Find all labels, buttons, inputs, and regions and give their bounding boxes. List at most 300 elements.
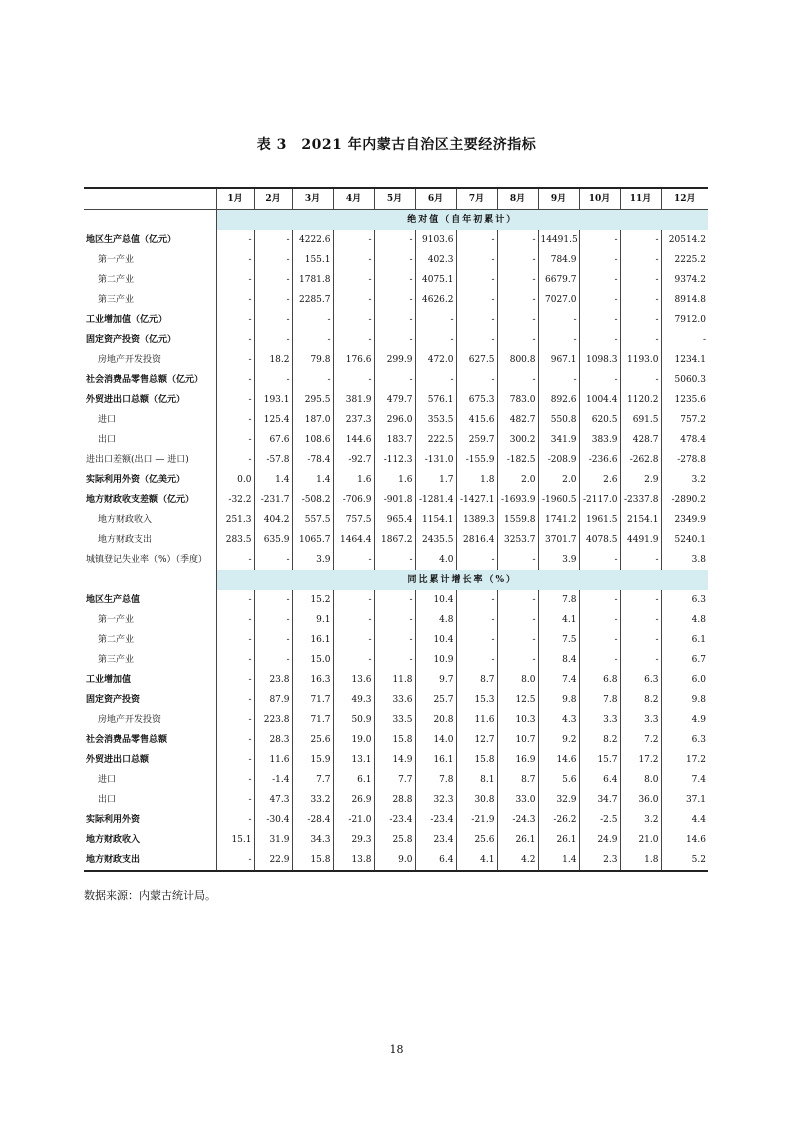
table-cell: 7.7 [292,770,333,790]
table-cell: 635.9 [254,530,292,550]
table-cell: 20.8 [415,710,456,730]
table-cell: 784.9 [538,250,579,270]
table-cell: 7.8 [538,590,579,610]
header-cell-month: 2月 [254,188,292,210]
table-cell: - [333,230,374,250]
header-cell-month: 7月 [456,188,497,210]
economic-indicators-table [84,187,708,872]
table-cell: - [456,370,497,390]
table-cell: -2890.2 [661,490,708,510]
table-cell: - [216,630,254,650]
table-cell: 34.7 [579,790,620,810]
table-cell: 296.0 [374,410,415,430]
table-cell: - [374,370,415,390]
table-cell: 14.0 [415,730,456,750]
table-row [84,590,708,610]
table-cell: - [216,770,254,790]
table-cell: 10.4 [415,590,456,610]
row-label: 进口 [98,775,117,785]
table-cell: 2435.5 [415,530,456,550]
table-cell: 4.4 [661,810,708,830]
table-cell: 7.2 [620,730,661,750]
table-row [84,530,708,550]
table-cell: 8.2 [620,690,661,710]
table-row [84,470,708,490]
table-cell: 6.4 [579,770,620,790]
table-cell: 1120.2 [620,390,661,410]
header-cell-month: 10月 [579,188,620,210]
table-cell: 15.8 [292,850,333,871]
table-cell: 4075.1 [415,270,456,290]
table-cell: 2285.7 [292,290,333,310]
table-cell: - [620,650,661,670]
table-cell: 4491.9 [620,530,661,550]
table-cell: 482.7 [497,410,538,430]
table-cell: 16.3 [292,670,333,690]
table-cell: 36.0 [620,790,661,810]
table-cell: 25.6 [456,830,497,850]
table-cell: 1.4 [292,470,333,490]
row-label: 城镇登记失业率（%）（季度） [86,555,208,565]
section-heading-row [84,210,708,231]
table-cell: 33.5 [374,710,415,730]
table-cell: - [333,610,374,630]
table-cell: 627.5 [456,350,497,370]
table-cell: 2225.2 [661,250,708,270]
row-label: 第三产业 [98,295,135,305]
table-cell: - [216,450,254,470]
table-cell: 4222.6 [292,230,333,250]
table-row [84,410,708,430]
table-cell: 14.9 [374,750,415,770]
table-cell: - [216,250,254,270]
table-cell: 34.3 [292,830,333,850]
table-row [84,370,708,390]
row-label: 社会消费品零售总额 [86,735,168,745]
table-cell: 7.4 [661,770,708,790]
row-label: 进口 [98,415,117,425]
table-cell: 16.1 [415,750,456,770]
section-heading: 绝对值（自年初累计） [216,210,708,231]
table-cell: -508.2 [292,490,333,510]
table-cell: 2.6 [579,470,620,490]
data-source-note: 数据来源：内蒙古统计局。 [84,889,216,902]
table-cell: - [538,330,579,350]
row-label: 进出口差额(出口 — 进口) [86,455,189,465]
table-cell: - [579,550,620,570]
table-cell: -57.8 [254,450,292,470]
table-cell: - [538,310,579,330]
table-cell: - [620,590,661,610]
table-cell: - [579,630,620,650]
table-cell: 183.7 [374,430,415,450]
page-number: 18 [389,1043,404,1056]
table-cell: 9.8 [661,690,708,710]
table-cell: 381.9 [333,390,374,410]
table-cell: 30.8 [456,790,497,810]
table-cell: - [620,330,661,350]
table-cell: 223.8 [254,710,292,730]
table-cell: 2.0 [538,470,579,490]
table-cell: 6.1 [333,770,374,790]
table-cell: 187.0 [292,410,333,430]
table-cell: - [497,310,538,330]
table-cell: - [579,230,620,250]
table-cell: 6.1 [661,630,708,650]
table-cell: 557.5 [292,510,333,530]
header-cell-indicator [84,188,216,210]
table-cell: - [456,230,497,250]
header-cell-month: 8月 [497,188,538,210]
table-cell: 24.9 [579,830,620,850]
table-cell: 472.0 [415,350,456,370]
table-cell: - [497,230,538,250]
row-label: 地区生产总值（亿元） [86,235,177,245]
table-cell: 10.3 [497,710,538,730]
table-cell: 16.1 [292,630,333,650]
table-cell: 2.3 [579,850,620,871]
table-cell: - [216,710,254,730]
table-cell: - [216,550,254,570]
table-cell: 783.0 [497,390,538,410]
table-cell: 4078.5 [579,530,620,550]
table-cell: - [333,650,374,670]
table-cell: - [456,550,497,570]
table-cell: 1781.8 [292,270,333,290]
table-cell: 14.6 [661,830,708,850]
table-cell: 4.8 [661,610,708,630]
table-cell: 965.4 [374,510,415,530]
table-cell: -131.0 [415,450,456,470]
table-cell: - [415,310,456,330]
table-cell: 1.6 [374,470,415,490]
table-cell: -231.7 [254,490,292,510]
table-cell: 15.8 [456,750,497,770]
table-cell: 16.9 [497,750,538,770]
table-cell: - [374,590,415,610]
table-cell: - [254,590,292,610]
table-cell: - [333,330,374,350]
table-cell: - [333,310,374,330]
table-row [84,250,708,270]
table-cell: -1.4 [254,770,292,790]
table-cell: - [216,590,254,610]
table-cell: 29.3 [333,830,374,850]
table-cell: - [497,330,538,350]
table-cell: 1.8 [456,470,497,490]
table-cell: 2349.9 [661,510,708,530]
table-cell: 155.1 [292,250,333,270]
table-cell: 125.4 [254,410,292,430]
table-cell: - [579,650,620,670]
table-cell: -1427.1 [456,490,497,510]
table-cell: -30.4 [254,810,292,830]
table-cell: 32.3 [415,790,456,810]
table-row [84,690,708,710]
table-cell: 3.9 [538,550,579,570]
table-cell: - [333,250,374,270]
row-label: 第一产业 [98,615,135,625]
table-cell: - [216,750,254,770]
table-cell: 13.8 [333,850,374,871]
table-cell: 31.9 [254,830,292,850]
section-heading-row [84,570,708,590]
table-cell: 15.3 [456,690,497,710]
table-cell: -21.0 [333,810,374,830]
table-cell: 2816.4 [456,530,497,550]
table-cell: 1.7 [415,470,456,490]
table-cell: 967.1 [538,350,579,370]
table-cell: 237.3 [333,410,374,430]
section-heading-spacer [84,210,216,231]
table-cell: 4.0 [415,550,456,570]
table-cell: 3.2 [620,810,661,830]
table-cell: - [333,590,374,610]
table-cell: - [497,550,538,570]
table-cell: 11.6 [456,710,497,730]
table-cell: 300.2 [497,430,538,450]
table-cell: 4.3 [538,710,579,730]
table-cell: - [292,310,333,330]
table-row [84,830,708,850]
table-cell: - [579,330,620,350]
row-label: 实际利用外资 [86,815,141,825]
table-row [84,630,708,650]
table-cell: 1464.4 [333,530,374,550]
table-cell: - [620,550,661,570]
header-cell-month: 5月 [374,188,415,210]
row-label: 地方财政支出 [98,535,153,545]
row-label: 第二产业 [98,275,135,285]
table-cell: 8914.8 [661,290,708,310]
table-cell: 5240.1 [661,530,708,550]
table-cell: 108.6 [292,430,333,450]
table-cell: - [216,690,254,710]
table-cell: - [216,310,254,330]
row-label: 工业增加值（亿元） [86,315,168,325]
table-cell: - [415,370,456,390]
table-cell: 800.8 [497,350,538,370]
row-label: 外贸进出口总额 [86,755,150,765]
table-cell: - [579,290,620,310]
header-cell-month: 1月 [216,188,254,210]
table-cell: 26.1 [497,830,538,850]
table-cell: 23.8 [254,670,292,690]
table-cell: -21.9 [456,810,497,830]
table-row [84,450,708,470]
table-cell: -32.2 [216,490,254,510]
table-cell: 7027.0 [538,290,579,310]
section-heading: 同比累计增长率（%） [216,570,708,590]
table-cell: 428.7 [620,430,661,450]
table-cell: 193.1 [254,390,292,410]
table-cell: - [497,650,538,670]
row-label: 出口 [98,795,117,805]
table-cell: - [497,270,538,290]
table-cell: - [456,290,497,310]
table-cell: 28.8 [374,790,415,810]
table-cell: 3253.7 [497,530,538,550]
row-label: 固定资产投资（亿元） [86,335,177,345]
header-cell-month: 4月 [333,188,374,210]
table-cell: - [579,250,620,270]
table-row [84,230,708,250]
table-cell: 15.8 [374,730,415,750]
table-cell: - [456,630,497,650]
table-cell: -23.4 [374,810,415,830]
table-cell: - [216,410,254,430]
row-label: 外贸进出口总额（亿元） [86,395,186,405]
row-label: 第一产业 [98,255,135,265]
table-cell: 2.9 [620,470,661,490]
header-cell-month: 3月 [292,188,333,210]
table-cell: -92.7 [333,450,374,470]
table-cell: -155.9 [456,450,497,470]
table-cell: - [254,250,292,270]
table-cell: 87.9 [254,690,292,710]
table-cell: 1193.0 [620,350,661,370]
table-cell: -278.8 [661,450,708,470]
table-cell: -706.9 [333,490,374,510]
table-cell: 11.8 [374,670,415,690]
row-label: 固定资产投资 [86,695,141,705]
table-cell: - [374,250,415,270]
table-cell: - [620,370,661,390]
table-cell: 9.1 [292,610,333,630]
section-heading-spacer [84,570,216,590]
row-label: 社会消费品零售总额（亿元） [86,375,204,385]
table-cell: 1.8 [620,850,661,871]
table-cell: 8.0 [497,670,538,690]
table-cell: - [620,310,661,330]
table-cell: 402.3 [415,250,456,270]
table-cell: - [374,550,415,570]
table-cell: -28.4 [292,810,333,830]
table-cell: - [216,850,254,871]
table-cell: 14491.5 [538,230,579,250]
table-cell: 8.7 [456,670,497,690]
table-cell: -2337.8 [620,490,661,510]
table-row [84,810,708,830]
table-cell: -901.8 [374,490,415,510]
table-cell: 7.7 [374,770,415,790]
table-cell: -182.5 [497,450,538,470]
table-cell: 7.8 [579,690,620,710]
table-cell: 283.5 [216,530,254,550]
table-cell: 15.9 [292,750,333,770]
table-cell: -1960.5 [538,490,579,510]
table-cell: 550.8 [538,410,579,430]
table-cell: - [456,330,497,350]
table-cell: 79.8 [292,350,333,370]
table-cell: 479.7 [374,390,415,410]
table-cell: - [456,610,497,630]
table-cell: 26.1 [538,830,579,850]
table-cell: - [216,790,254,810]
table-cell: - [579,370,620,390]
table-cell: 675.3 [456,390,497,410]
table-cell: - [374,330,415,350]
table-cell: - [620,630,661,650]
table-row [84,290,708,310]
table-cell: - [216,370,254,390]
table-row [84,330,708,350]
table-row [84,510,708,530]
table-cell: - [254,630,292,650]
table-cell: -1693.9 [497,490,538,510]
table-cell: 1234.1 [661,350,708,370]
table-row [84,770,708,790]
table-cell: 3.8 [661,550,708,570]
row-label: 第二产业 [98,635,135,645]
table-cell: - [254,270,292,290]
table-cell: 6.4 [415,850,456,871]
table-cell: 1.4 [538,850,579,871]
table-cell: 33.6 [374,690,415,710]
table-cell: -2117.0 [579,490,620,510]
table-cell: -112.3 [374,450,415,470]
table-cell: - [374,290,415,310]
table-row [84,310,708,330]
table-cell: 4.2 [497,850,538,871]
table-cell: 25.6 [292,730,333,750]
table-cell: 8.1 [456,770,497,790]
table-cell: - [216,390,254,410]
table-cell: 4.9 [661,710,708,730]
table-cell: 18.2 [254,350,292,370]
table-cell: - [620,230,661,250]
table-cell: - [254,310,292,330]
table-cell: 620.5 [579,410,620,430]
table-cell: - [456,590,497,610]
table-cell: 144.6 [333,430,374,450]
table-cell: 415.6 [456,410,497,430]
table-cell: 67.6 [254,430,292,450]
table-cell: 8.7 [497,770,538,790]
table-cell: 9.8 [538,690,579,710]
row-label: 地方财政收入 [86,835,141,845]
table-cell: - [333,550,374,570]
table-cell: - [333,270,374,290]
table-cell: 14.6 [538,750,579,770]
table-cell: 9103.6 [415,230,456,250]
table-cell: 17.2 [620,750,661,770]
table-cell: 1867.2 [374,530,415,550]
table-cell: - [216,290,254,310]
table-cell: - [374,310,415,330]
table-cell: - [216,330,254,350]
row-label: 房地产开发投资 [98,715,162,725]
table-cell: - [497,630,538,650]
table-cell: 0.0 [216,470,254,490]
table-cell: 21.0 [620,830,661,850]
table-row [84,610,708,630]
table-cell: 251.3 [216,510,254,530]
table-cell: 1235.6 [661,390,708,410]
table-cell: - [254,610,292,630]
table-cell: 17.2 [661,750,708,770]
table-cell: 341.9 [538,430,579,450]
table-cell: - [216,230,254,250]
table-cell: - [415,330,456,350]
table-body [84,210,708,872]
table-cell: 295.5 [292,390,333,410]
table-cell: 4626.2 [415,290,456,310]
table-cell: 1.6 [333,470,374,490]
header-cell-month: 6月 [415,188,456,210]
table-cell: 15.7 [579,750,620,770]
row-label: 地方财政收支差额（亿元） [86,495,195,505]
